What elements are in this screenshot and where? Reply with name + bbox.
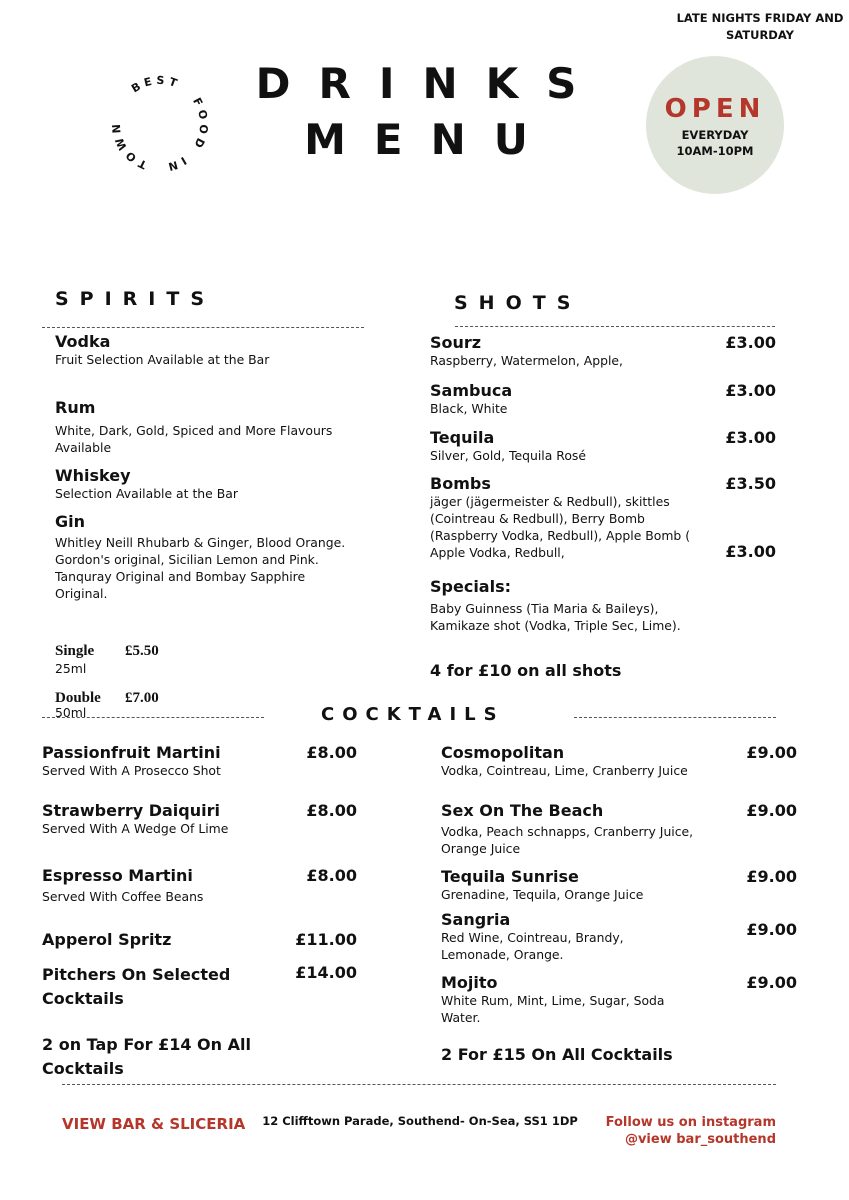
- spirit-desc: Whitley Neill Rhubarb & Ginger, Blood Orange. Gordon's original, Sicilian Lemon and Pink. Tanquray Original and Bombay Sapphire Original.: [55, 535, 346, 601]
- venue-name: VIEW BAR & SLICERIA: [62, 1115, 246, 1133]
- cocktails-heading: COCKTAILS: [321, 704, 505, 725]
- cocktail-desc: Served With A Wedge Of Lime: [42, 821, 229, 836]
- follow-text: Follow us on instagram: [605, 1115, 776, 1130]
- shot-item: [430, 333, 776, 369]
- divider: [574, 717, 776, 718]
- measure-size: 50ml: [55, 705, 87, 720]
- cocktail-price: £11.00: [295, 930, 357, 949]
- shot-name: Bombs: [430, 474, 491, 493]
- cocktail-item: [42, 801, 357, 837]
- spirit-item: [55, 332, 355, 368]
- cocktail-desc: Served With A Prosecco Shot: [42, 763, 221, 778]
- open-title: OPEN: [664, 94, 766, 124]
- spirit-item: [55, 466, 355, 502]
- shot-item: [430, 474, 776, 561]
- shot-specials: [430, 577, 710, 634]
- open-days: EVERYDAY: [681, 128, 749, 142]
- cocktail-item: [441, 743, 797, 779]
- shot-price: £3.00: [725, 333, 776, 352]
- cocktail-price: £8.00: [306, 801, 357, 820]
- cocktail-desc: Served With Coffee Beans: [42, 889, 204, 904]
- cocktail-name: Sangria: [441, 910, 511, 929]
- cocktail-name: Sex On The Beach: [441, 801, 604, 820]
- cocktails-left-offer: 2 on Tap For £14 On All Cocktails: [42, 1035, 251, 1078]
- cocktail-name: Passionfruit Martini: [42, 743, 221, 762]
- page-title: [230, 56, 630, 168]
- open-hours: 10AM-10PM: [676, 144, 754, 158]
- cocktail-name: Cosmopolitan: [441, 743, 565, 762]
- spirit-desc: Fruit Selection Available at the Bar: [55, 352, 270, 367]
- cocktail-name: Espresso Martini: [42, 866, 193, 885]
- shot-desc: Raspberry, Watermelon, Apple,: [430, 353, 623, 368]
- title-line-2: MENU: [304, 115, 556, 164]
- cocktail-price: £9.00: [746, 801, 797, 820]
- cocktail-price: £8.00: [306, 743, 357, 762]
- svg-text:FOOD: [189, 96, 210, 154]
- divider: [42, 327, 364, 328]
- specials-title: Specials:: [430, 577, 511, 596]
- instagram-handle[interactable]: @view bar_southend: [624, 1132, 776, 1147]
- spirit-name: Rum: [55, 398, 96, 417]
- divider: [42, 717, 264, 718]
- best-food-in-town-badge: [108, 72, 212, 176]
- badge-word: TOWN: [109, 119, 149, 172]
- spirits-heading: SPIRITS: [55, 288, 216, 310]
- cocktail-price: £9.00: [746, 743, 797, 762]
- cocktail-name: Strawberry Daiquiri: [42, 801, 220, 820]
- cocktail-price: £8.00: [306, 866, 357, 885]
- cocktail-name: Tequila Sunrise: [441, 867, 579, 886]
- open-hours-badge: [646, 56, 784, 194]
- measure-size: 25ml: [55, 661, 87, 676]
- badge-word: FOOD: [189, 95, 211, 154]
- shots-offer: 4 for £10 on all shots: [430, 661, 622, 680]
- cocktail-desc: Red Wine, Cointreau, Brandy, Lemonade, Orange.: [441, 930, 624, 962]
- measure-price: £5.50: [125, 643, 159, 659]
- cocktail-name: Apperol Spritz: [42, 930, 172, 949]
- spirit-desc: Selection Available at the Bar: [55, 486, 238, 501]
- cocktail-name: Pitchers On Selected Cocktails: [42, 965, 231, 1008]
- badge-word: BEST: [129, 73, 183, 96]
- divider: [455, 326, 775, 327]
- shot-price: £3.00: [725, 542, 776, 561]
- measure-double: [55, 687, 159, 719]
- spirit-item: [55, 512, 355, 602]
- venue-address: 12 Clifftown Parade, Southend- On-Sea, SS1 1DP: [262, 1114, 578, 1128]
- svg-text:TOWN: [110, 120, 149, 172]
- shot-item: [430, 428, 776, 464]
- spirit-desc: White, Dark, Gold, Spiced and More Flavours Available: [55, 423, 333, 455]
- cocktail-name: Mojito: [441, 973, 498, 992]
- cocktail-item: [441, 973, 797, 1026]
- shot-desc: Silver, Gold, Tequila Rosé: [430, 448, 586, 463]
- shot-name: Tequila: [430, 428, 495, 447]
- spirit-item: [55, 398, 345, 456]
- cocktail-item: [441, 867, 797, 903]
- measure-single: [55, 640, 159, 677]
- cocktail-price: £9.00: [746, 920, 797, 939]
- cocktail-desc: White Rum, Mint, Lime, Sugar, Soda Water.: [441, 993, 665, 1025]
- cocktail-price: £9.00: [746, 867, 797, 886]
- shot-name: Sambuca: [430, 381, 513, 400]
- shot-price: £3.00: [725, 428, 776, 447]
- svg-text:BEST: [129, 74, 182, 96]
- shot-price: £3.00: [725, 381, 776, 400]
- title-line-1: DRINKS: [255, 59, 605, 108]
- cocktail-item: [42, 866, 357, 905]
- cocktail-price: £14.00: [295, 963, 357, 982]
- spirit-name: Whiskey: [55, 466, 131, 485]
- shot-desc: Black, White: [430, 401, 508, 416]
- shot-item: [430, 381, 776, 417]
- shots-heading: SHOTS: [454, 292, 582, 314]
- svg-text:IN: [163, 154, 189, 174]
- cocktail-item: [42, 963, 357, 1011]
- cocktail-item: [42, 743, 357, 779]
- badge-word: IN: [163, 153, 189, 175]
- cocktail-item: [441, 801, 797, 857]
- specials-desc: Baby Guinness (Tia Maria & Baileys), Kamikaze shot (Vodka, Triple Sec, Lime).: [430, 601, 681, 633]
- measure-label: Double: [55, 690, 101, 706]
- cocktail-item: [441, 910, 797, 963]
- footer-divider: [62, 1084, 776, 1085]
- late-nights-notice: LATE NIGHTS FRIDAY AND SATURDAY: [676, 11, 844, 42]
- cocktail-desc: Vodka, Peach schnapps, Cranberry Juice, Orange Juice: [441, 824, 694, 856]
- cocktail-desc: Grenadine, Tequila, Orange Juice: [441, 887, 644, 902]
- cocktail-item: [42, 930, 357, 949]
- instagram-follow: [570, 1114, 776, 1148]
- spirit-name: Gin: [55, 512, 86, 531]
- cocktail-desc: Vodka, Cointreau, Lime, Cranberry Juice: [441, 763, 688, 778]
- cocktail-price: £9.00: [746, 973, 797, 992]
- measure-price: £7.00: [125, 690, 159, 706]
- shot-price: £3.50: [725, 474, 776, 493]
- spirit-name: Vodka: [55, 332, 111, 351]
- measure-label: Single: [55, 643, 95, 659]
- shot-desc: jäger (jägermeister & Redbull), skittles (Cointreau & Redbull), Berry Bomb (Raspberry Vodka, Redbull), Apple Bomb ( Apple Vodka, Redbull,: [430, 494, 691, 560]
- cocktails-right-offer: 2 For £15 On All Cocktails: [441, 1045, 673, 1064]
- shot-name: Sourz: [430, 333, 482, 352]
